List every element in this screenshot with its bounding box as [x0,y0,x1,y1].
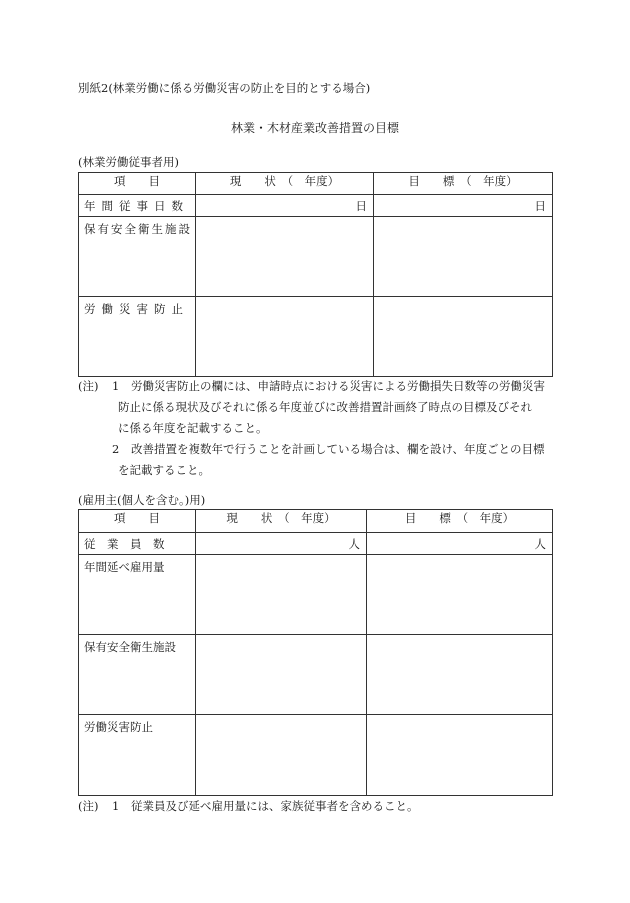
row-label-safety-facilities: 保有安全衛生施設 [79,635,196,715]
note-line: 従業員及び延べ雇用量には、家族従事者を含めること。 [131,799,419,813]
document-title: 林業・木材産業改善措置の目標 [230,121,399,135]
row-label-working-days: 年間従事日数 [79,195,196,217]
section2-caption: (雇用主(個人を含む。)用) [78,493,206,507]
col-header-item: 項 目 [79,510,196,533]
row-label-annual-employment: 年間延べ雇用量 [79,555,196,635]
section1-notes [78,376,558,481]
note-prefix: (注) [78,799,99,813]
note-number: 2 [112,442,120,456]
target-annual-employment-cell[interactable] [367,555,553,635]
current-working-days-cell[interactable]: 日 [196,195,374,217]
col-header-current: 現 状 （ 年度） [196,173,374,195]
current-annual-employment-cell[interactable] [196,555,367,635]
target-safety-facilities-cell[interactable] [367,635,553,715]
section2-notes [78,796,558,817]
col-header-current: 現 状 （ 年度） [196,510,367,533]
note-line: 改善措置を複数年で行うことを計画している場合は、欄を設け、年度ごとの目標 [131,442,545,456]
section1-caption: (林業労働従事者用) [78,155,179,169]
col-header-item: 項 目 [79,173,196,195]
note-number: 1 [112,379,120,393]
target-working-days-cell[interactable]: 日 [374,195,553,217]
target-employees-cell[interactable]: 人 [367,533,553,555]
current-safety-facilities-cell[interactable] [196,217,374,297]
current-safety-facilities-cell[interactable] [196,635,367,715]
row-label-accident-prevention: 労働災害防止 [79,297,196,377]
note-line: 労働災害防止の欄には、申請時点における災害による労働損失日数等の労働災害 [131,379,545,393]
note-line: 防止に係る現状及びそれに係る年度並びに改善措置計画終了時点の目標及びそれ [118,400,532,414]
note-prefix: (注) [78,379,99,393]
current-employees-cell[interactable]: 人 [196,533,367,555]
target-safety-facilities-cell[interactable] [374,217,553,297]
note-line: を記載すること。 [118,463,210,477]
col-header-target: 目 標 （ 年度） [374,173,553,195]
employer-table [78,509,553,796]
forestry-worker-table [78,172,553,377]
col-header-target: 目 標 （ 年度） [367,510,553,533]
note-line: に係る年度を記載すること。 [118,421,268,435]
current-accident-prevention-cell[interactable] [196,715,367,796]
note-number: 1 [112,799,120,813]
target-accident-prevention-cell[interactable] [367,715,553,796]
current-accident-prevention-cell[interactable] [196,297,374,377]
target-accident-prevention-cell[interactable] [374,297,553,377]
row-label-accident-prevention: 労働災害防止 [79,715,196,796]
row-label-employees: 従 業 員 数 [79,533,196,555]
document-header: 別紙2(林業労働に係る労働災害の防止を目的とする場合) [78,81,371,95]
row-label-safety-facilities: 保有安全衛生施設 [79,217,196,297]
